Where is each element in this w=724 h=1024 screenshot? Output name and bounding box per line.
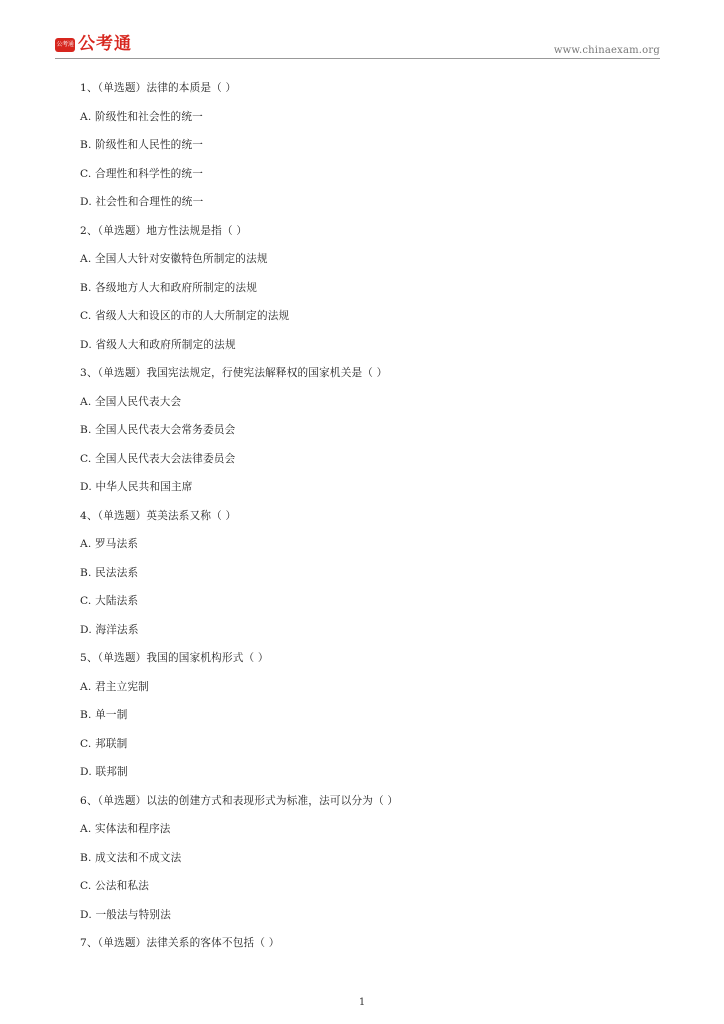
answer-option: C. 大陆法系 (80, 595, 139, 607)
answer-option: B. 单一制 (80, 709, 128, 721)
question-title: 4、（单选题）英美法系又称（ ） (80, 509, 237, 522)
logo-text: 公考通 (78, 34, 132, 54)
page-header (0, 0, 724, 62)
question-title: 1、（单选题）法律的本质是（ ） (80, 82, 237, 94)
answer-option: D. 中华人民共和国主席 (80, 481, 193, 493)
answer-option: D. 海洋法系 (80, 623, 139, 636)
answer-option: B. 民法法系 (80, 566, 139, 579)
question-title: 2、（单选题）地方性法规是指（ ） (80, 224, 248, 237)
answer-option: A. 全国人大针对安徽特色所制定的法规 (80, 253, 268, 265)
answer-option: B. 全国人民代表大会常务委员会 (80, 424, 236, 436)
answer-option: C. 邦联制 (80, 737, 128, 750)
header-divider (55, 58, 660, 59)
question-title: 7、（单选题）法律关系的客体不包括（ ） (80, 937, 280, 949)
page-number: 1 (358, 997, 366, 1008)
question-title: 6、（单选题）以法的创建方式和表现形式为标准，法可以分为（ ） (80, 794, 399, 807)
answer-option: A. 罗马法系 (80, 538, 139, 550)
answer-option: C. 省级人大和设区的市的人大所制定的法规 (80, 310, 290, 322)
question-title: 3、（单选题）我国宪法规定，行使宪法解释权的国家机关是（ ） (80, 367, 388, 379)
answer-option: D. 联邦制 (80, 766, 128, 778)
answer-option: C. 公法和私法 (80, 880, 150, 892)
site-url: www.chinaexam.org (553, 45, 660, 56)
logo-badge-icon: 公考通 (55, 38, 75, 52)
answer-option: A. 实体法和程序法 (80, 823, 171, 835)
answer-option: B. 成文法和不成文法 (80, 851, 182, 864)
answer-option: B. 各级地方人大和政府所制定的法规 (80, 281, 258, 294)
answer-option: D. 一般法与特别法 (80, 908, 172, 921)
answer-option: B. 阶级性和人民性的统一 (80, 139, 204, 151)
answer-option: D. 省级人大和政府所制定的法规 (80, 338, 236, 351)
answer-option: C. 合理性和科学性的统一 (80, 167, 203, 180)
question-list (80, 78, 660, 962)
answer-option: C. 全国人民代表大会法律委员会 (80, 452, 236, 465)
answer-option: D. 社会性和合理性的统一 (80, 196, 204, 208)
question-title: 5、（单选题）我国的国家机构形式（ ） (80, 652, 269, 664)
answer-option: A. 君主立宪制 (80, 680, 149, 693)
answer-option: A. 阶级性和社会性的统一 (80, 110, 203, 123)
answer-option: A. 全国人民代表大会 (80, 395, 182, 408)
logo (55, 36, 132, 53)
